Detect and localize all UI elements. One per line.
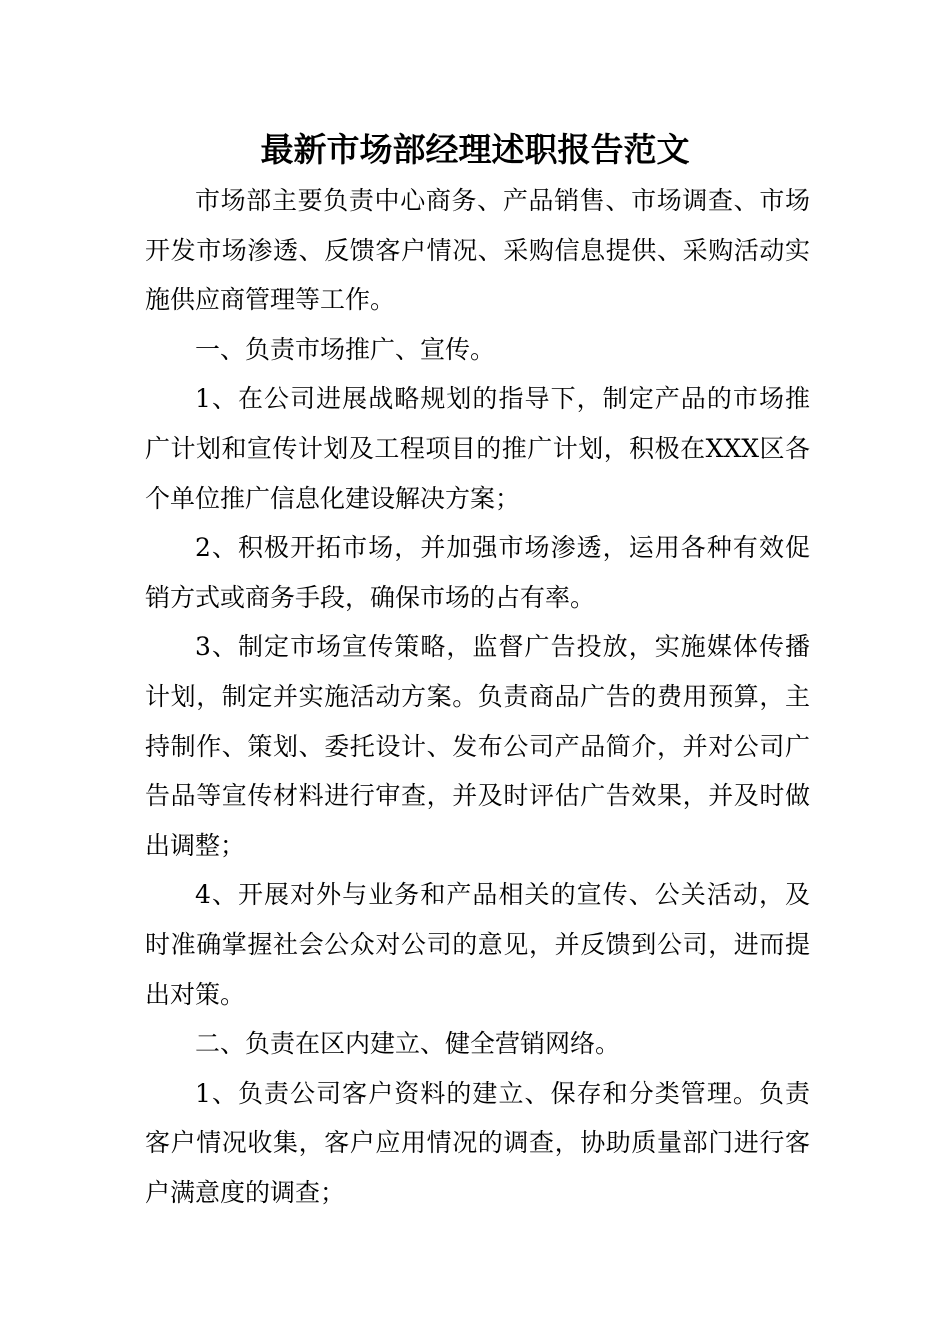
document-title: 最新市场部经理述职报告范文 — [260, 130, 690, 169]
paragraph-1-1: 1、在公司进展战略规划的指导下，制定产品的市场推广计划和宣传计划及工程项目的推广计划，积极在XXX区各个单位推广信息化建设解决方案； — [145, 384, 810, 513]
section-heading-2: 二、负责在区内建立、健全营销网络。 — [195, 1029, 621, 1059]
document-body — [145, 176, 810, 1217]
paragraph-1-2: 2、积极开拓市场，并加强市场渗透，运用各种有效促销方式或商务手段，确保市场的占有率。 — [145, 533, 810, 612]
section-heading-1: 一、负责市场推广、宣传。 — [195, 334, 496, 364]
paragraph-intro: 市场部主要负责中心商务、产品销售、市场调查、市场开发市场渗透、反馈客户情况、采购信息提供、采购活动实施供应商管理等工作。 — [145, 186, 810, 315]
paragraph-1-3: 3、制定市场宣传策略，监督广告投放，实施媒体传播计划，制定并实施活动方案。负责商品广告的费用预算，主持制作、策划、委托设计、发布公司产品简介，并对公司广告品等宣传材料进行审查，并及时评估广告效果，并及时做出调整； — [145, 632, 810, 860]
paragraph-1-4: 4、开展对外与业务和产品相关的宣传、公关活动，及时准确掌握社会公众对公司的意见，并反馈到公司，进而提出对策。 — [145, 880, 810, 1009]
paragraph-2-1: 1、负责公司客户资料的建立、保存和分类管理。负责客户情况收集，客户应用情况的调查，协助质量部门进行客户满意度的调查； — [145, 1078, 810, 1207]
